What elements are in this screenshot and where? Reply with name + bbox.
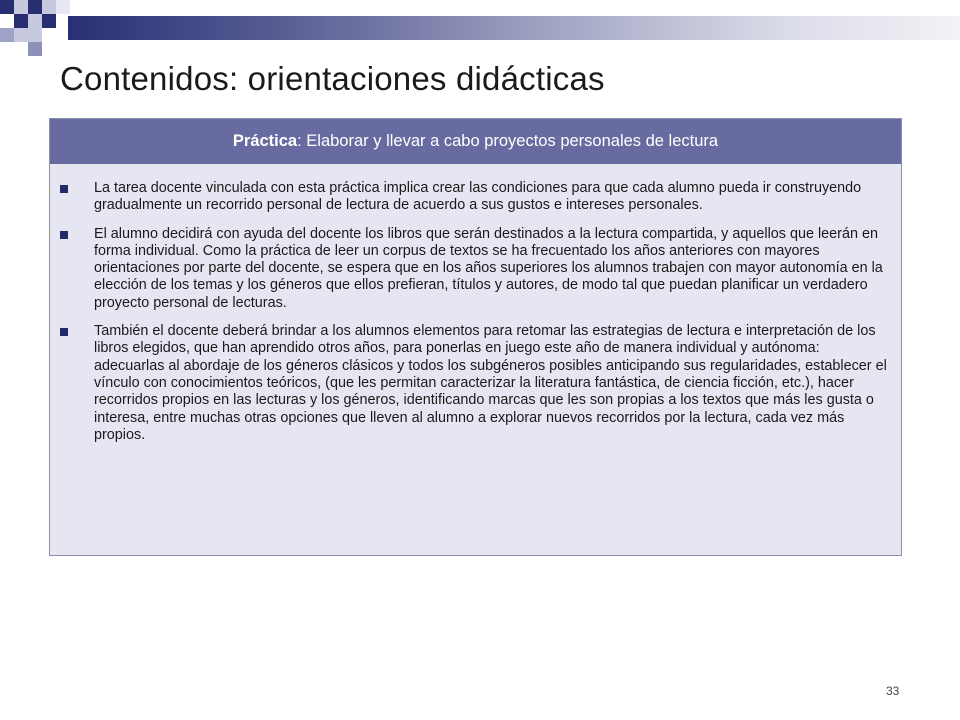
- panel-header-text: : Elaborar y llevar a cabo proyectos personales de lectura: [297, 132, 719, 150]
- list-item-text: La tarea docente vinculada con esta práctica implica crear las condiciones para que cada alumno pueda ir construyendo gradualmente un recorrido personal de lectura de acuerdo a sus gustos e intereses personales.: [94, 180, 862, 214]
- square-bullet-icon: [60, 328, 68, 336]
- list-item: [94, 323, 887, 444]
- bullet-list: [50, 164, 901, 444]
- square-bullet-icon: [60, 185, 68, 193]
- list-item-text: El alumno decidirá con ayuda del docente los libros que serán destinados a la lectura compartida, y aquellos que leerán en forma individual. Como la práctica de leer un corpus de textos se ha frecuentado los años anteriores con mayores orientaciones por parte del docente, se espera que en los años superiores los alumnos trabajen con mayor autonomía en la elección de los temas y los géneros que ellos prefieran, títulos y autores, de modo tal que puedan planificar un verdadero proyecto personal de lecturas.: [94, 225, 883, 311]
- list-item-text: También el docente deberá brindar a los alumnos elementos para retomar las estrategias de lectura e interpretación de los libros elegidos, que han aprendido otros años, para ponerlas en juego este año de manera individual y autónoma: adecuarlas al abordaje de los géneros clásicos y todos los subgéneros posibles anticipando sus regularidades, establecer el vínculo con conocimientos teóricos, (que les permitan caracterizar la literatura fantástica, de ciencia ficción, etc.), hacer recorridos propios en las lecturas y los géneros, identificando marcas que les son propias a los textos que más les gusta o interesa, entre muchas otras opciones que lleven al alumno a explorar nuevos recorridos por la lectura, cada vez más propios.: [94, 323, 887, 443]
- slide-title: Contenidos: orientaciones didácticas: [60, 60, 605, 97]
- content-panel: [49, 118, 902, 556]
- panel-header: [50, 119, 901, 164]
- header-gradient-bar: [68, 16, 960, 40]
- square-bullet-icon: [60, 231, 68, 239]
- list-item: [94, 226, 887, 312]
- list-item: [94, 180, 887, 215]
- page-number: 33: [886, 684, 900, 698]
- panel-header-bold: Práctica: [232, 132, 298, 150]
